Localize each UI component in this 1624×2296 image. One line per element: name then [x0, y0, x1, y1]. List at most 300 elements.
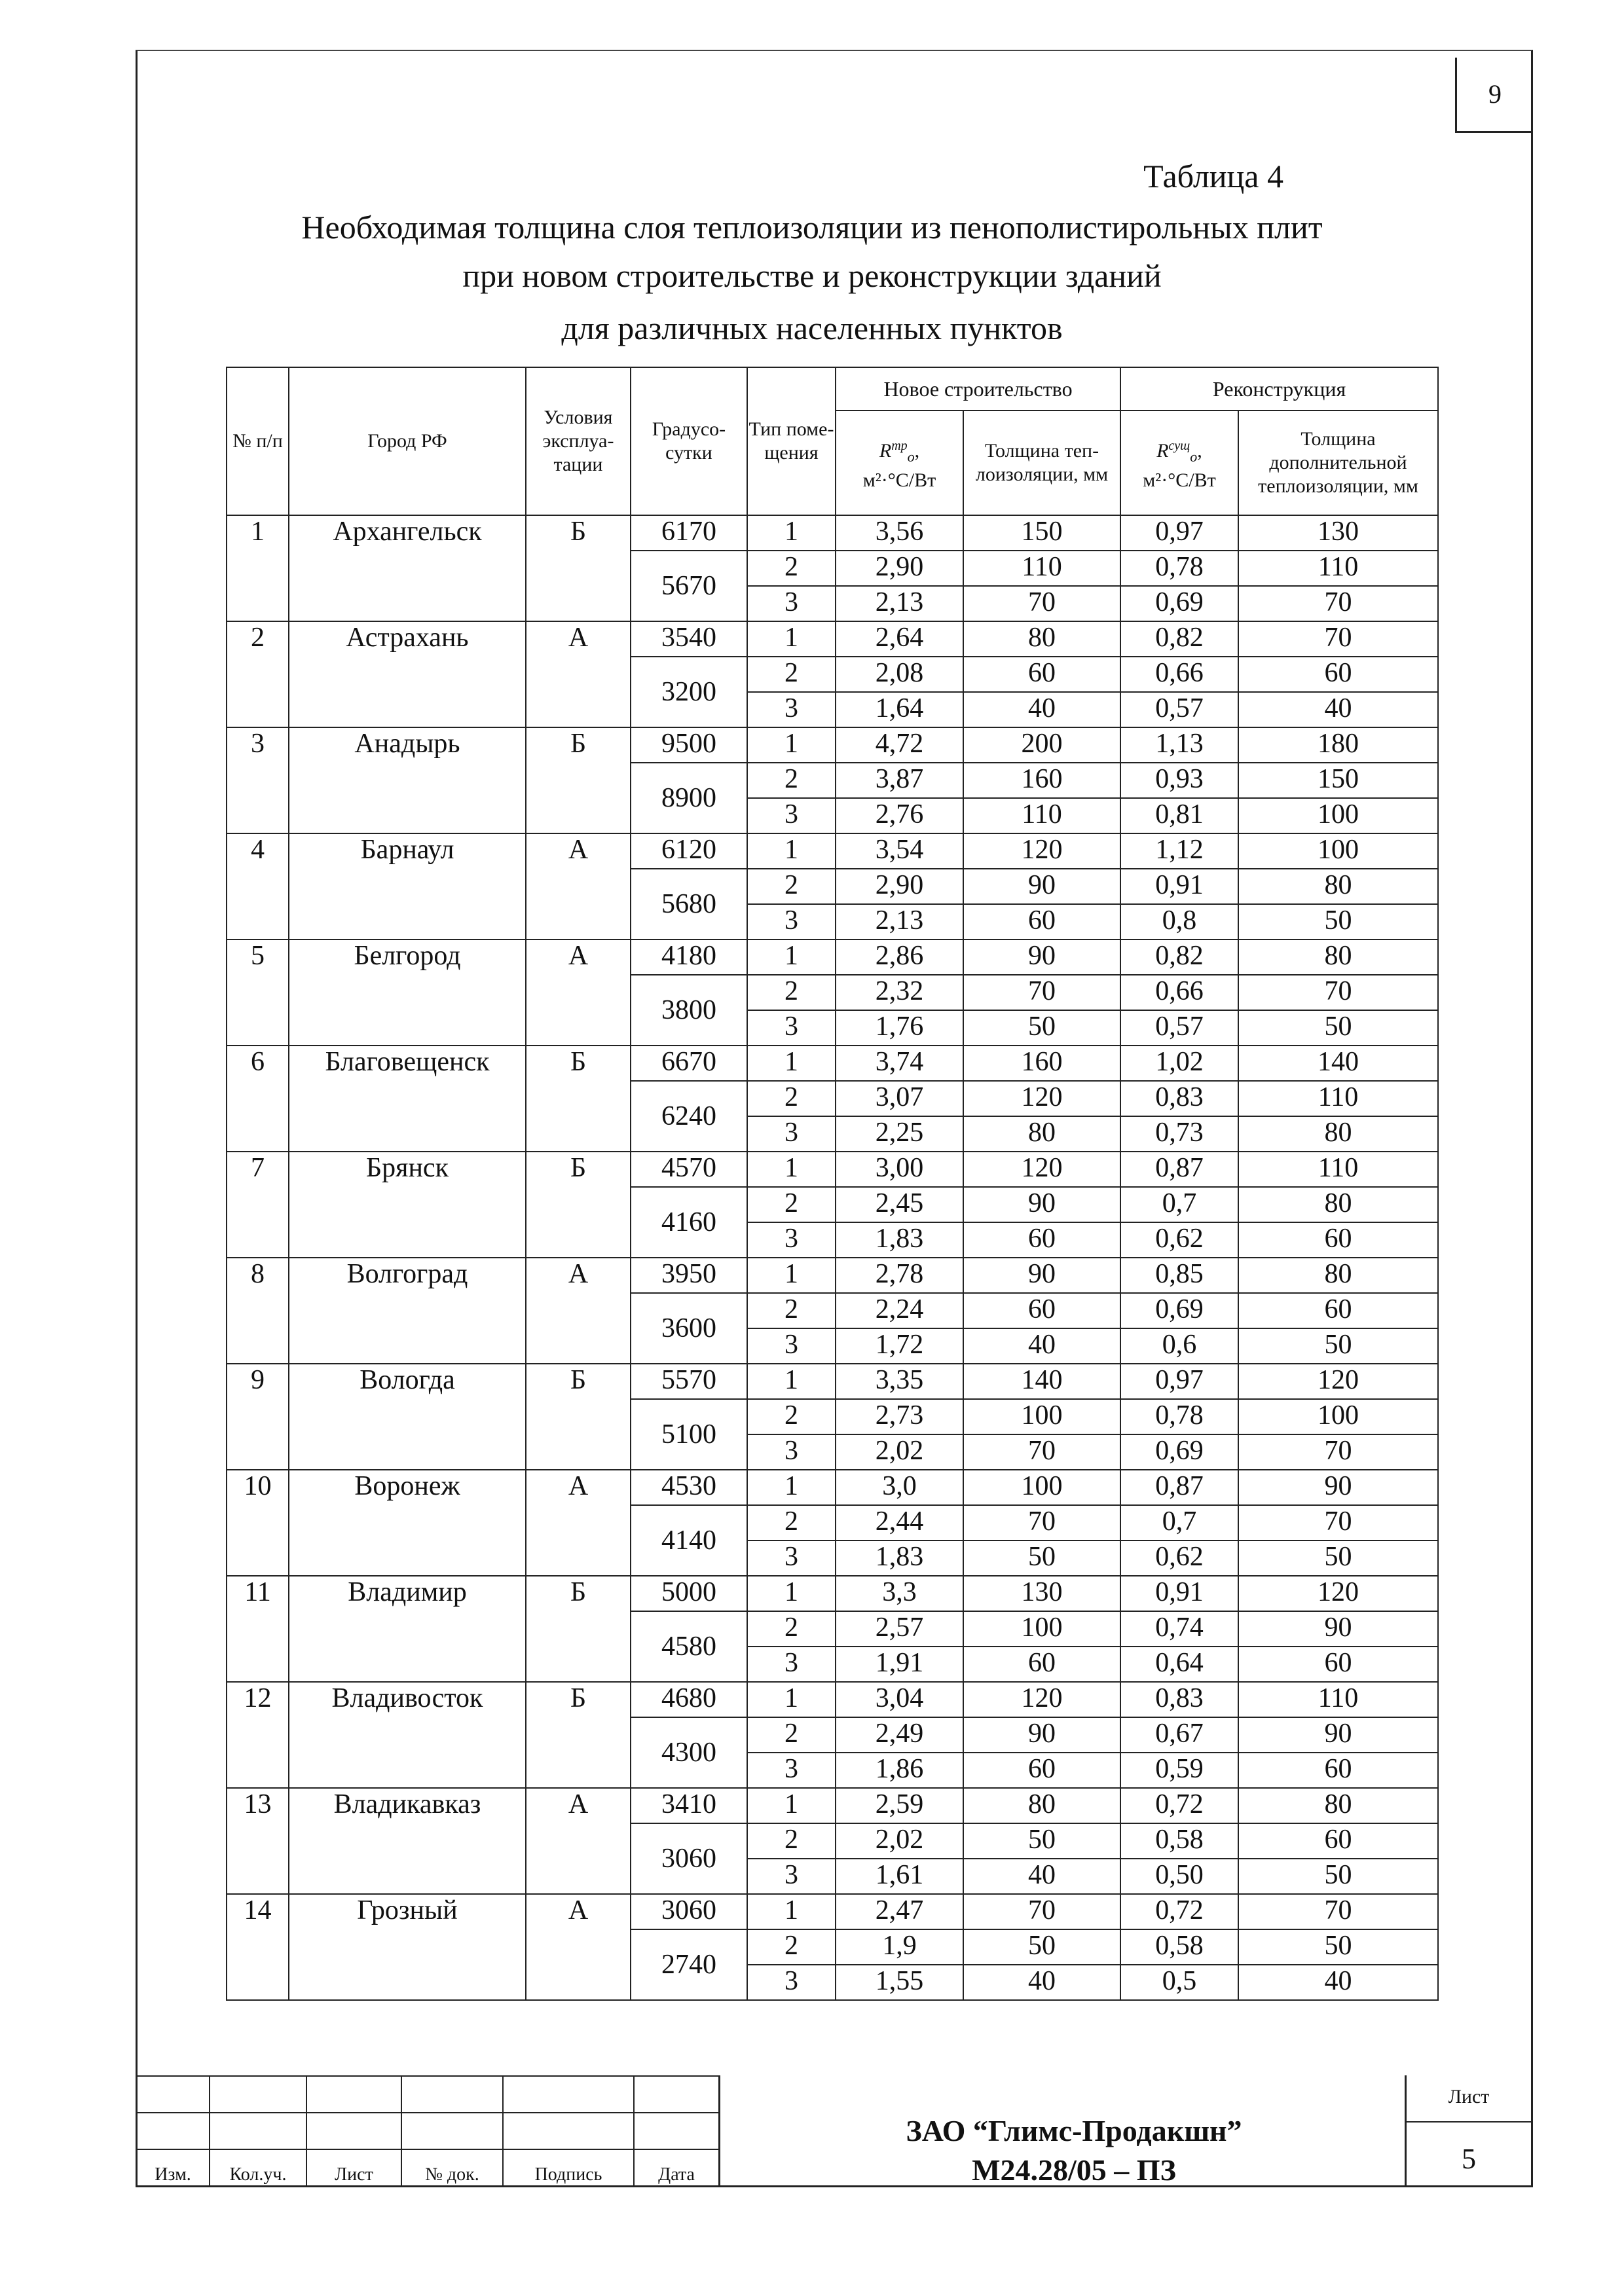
stamp-label-doc: № док.	[401, 2149, 503, 2186]
r-existing-unit: м²·°С/Вт	[1143, 469, 1216, 491]
room-type: 2	[747, 1505, 836, 1540]
room-type: 2	[747, 1293, 836, 1328]
header-thickness-new: Толщина теп-лоизоляции, мм	[963, 410, 1120, 515]
thickness-new-value: 70	[963, 975, 1120, 1010]
r-existing-value: 1,02	[1120, 1046, 1238, 1081]
r-existing-value: 0,97	[1120, 515, 1238, 551]
city-name: Барнаул	[289, 833, 526, 939]
degree-days: 3600	[631, 1293, 747, 1364]
degree-days: 4140	[631, 1505, 747, 1576]
room-type: 1	[747, 939, 836, 975]
thickness-additional-value: 70	[1238, 1505, 1438, 1540]
room-type: 2	[747, 657, 836, 692]
sheet-box	[1405, 2075, 1531, 2185]
r-required-value: 2,76	[836, 798, 963, 833]
table-row	[227, 1682, 1438, 1717]
thickness-new-value: 60	[963, 1647, 1120, 1682]
thickness-new-value: 70	[963, 1505, 1120, 1540]
stamp-label-count: Кол.уч.	[210, 2149, 306, 2186]
r-required-value: 3,56	[836, 515, 963, 551]
stamp-label-sheet: Лист	[306, 2149, 401, 2186]
degree-days: 3060	[631, 1894, 747, 1929]
thickness-new-value: 100	[963, 1611, 1120, 1647]
r-required-value: 3,74	[836, 1046, 963, 1081]
thickness-new-value: 70	[963, 1894, 1120, 1929]
thickness-additional-value: 80	[1238, 939, 1438, 975]
stamp-label-signature: Подпись	[503, 2149, 634, 2186]
r-existing-value: 0,6	[1120, 1328, 1238, 1364]
r-existing-value: 0,50	[1120, 1859, 1238, 1894]
thickness-additional-value: 70	[1238, 1894, 1438, 1929]
room-type: 2	[747, 1929, 836, 1965]
city-name: Брянск	[289, 1152, 526, 1258]
room-type: 1	[747, 1894, 836, 1929]
room-type: 3	[747, 586, 836, 621]
city-name: Волгоград	[289, 1258, 526, 1364]
degree-days: 5670	[631, 551, 747, 621]
table-row	[227, 1258, 1438, 1293]
thickness-new-value: 40	[963, 1328, 1120, 1364]
thickness-new-value: 100	[963, 1470, 1120, 1505]
room-type: 2	[747, 1823, 836, 1859]
table-row	[227, 1046, 1438, 1081]
degree-days: 8900	[631, 763, 747, 833]
city-name: Вологда	[289, 1364, 526, 1470]
thickness-additional-value: 100	[1238, 1399, 1438, 1434]
row-number: 13	[227, 1788, 289, 1894]
r-existing-value: 0,87	[1120, 1152, 1238, 1187]
degree-days: 4300	[631, 1717, 747, 1788]
thickness-new-value: 130	[963, 1576, 1120, 1611]
operating-conditions: А	[526, 833, 631, 939]
city-name: Владикавказ	[289, 1788, 526, 1894]
room-type: 3	[747, 798, 836, 833]
thickness-new-value: 80	[963, 1116, 1120, 1152]
degree-days: 3410	[631, 1788, 747, 1823]
room-type: 1	[747, 1364, 836, 1399]
r-required-value: 2,24	[836, 1293, 963, 1328]
organization-name: ЗАО “Глимс-Продакшн”	[906, 2114, 1242, 2147]
r-required-value: 1,9	[836, 1929, 963, 1965]
r-required-value: 3,00	[836, 1152, 963, 1187]
thickness-additional-value: 60	[1238, 657, 1438, 692]
header-room-type: Тип поме-щения	[747, 367, 836, 515]
r-required-value: 2,57	[836, 1611, 963, 1647]
degree-days: 3950	[631, 1258, 747, 1293]
room-type: 1	[747, 727, 836, 763]
r-existing-value: 0,7	[1120, 1505, 1238, 1540]
r-existing-value: 0,69	[1120, 1434, 1238, 1470]
room-type: 2	[747, 1187, 836, 1222]
degree-days: 4580	[631, 1611, 747, 1682]
thickness-new-value: 60	[963, 657, 1120, 692]
degree-days: 5100	[631, 1399, 747, 1470]
thickness-additional-value: 90	[1238, 1611, 1438, 1647]
thickness-new-value: 40	[963, 1859, 1120, 1894]
r-required-value: 1,61	[836, 1859, 963, 1894]
thickness-additional-value: 120	[1238, 1576, 1438, 1611]
thickness-new-value: 160	[963, 1046, 1120, 1081]
table-row	[227, 1788, 1438, 1823]
thickness-new-value: 90	[963, 1187, 1120, 1222]
degree-days: 4160	[631, 1187, 747, 1258]
thickness-additional-value: 140	[1238, 1046, 1438, 1081]
thickness-additional-value: 80	[1238, 1258, 1438, 1293]
sheet-number: 5	[1462, 2143, 1476, 2175]
r-existing-value: 0,72	[1120, 1894, 1238, 1929]
degree-days: 4530	[631, 1470, 747, 1505]
r-existing-value: 0,91	[1120, 1576, 1238, 1611]
operating-conditions: А	[526, 1788, 631, 1894]
r-existing-value: 0,74	[1120, 1611, 1238, 1647]
thickness-additional-value: 60	[1238, 1823, 1438, 1859]
r-required-value: 2,47	[836, 1894, 963, 1929]
room-type: 3	[747, 1647, 836, 1682]
thickness-additional-value: 40	[1238, 1965, 1438, 2000]
thickness-additional-value: 50	[1238, 1540, 1438, 1576]
r-required-value: 2,08	[836, 657, 963, 692]
operating-conditions: А	[526, 1470, 631, 1576]
stamp-label-date: Дата	[634, 2149, 719, 2186]
thickness-additional-value: 50	[1238, 904, 1438, 939]
thickness-additional-value: 110	[1238, 1682, 1438, 1717]
r-existing-value: 0,91	[1120, 869, 1238, 904]
degree-days: 5680	[631, 869, 747, 939]
thickness-additional-value: 80	[1238, 1116, 1438, 1152]
header-new-construction: Новое строительство	[836, 367, 1120, 410]
table-row	[227, 1576, 1438, 1611]
row-number: 9	[227, 1364, 289, 1470]
header-reconstruction: Реконструкция	[1120, 367, 1438, 410]
r-existing-value: 0,72	[1120, 1788, 1238, 1823]
thickness-additional-value: 150	[1238, 763, 1438, 798]
insulation-table	[226, 367, 1439, 2001]
room-type: 3	[747, 1116, 836, 1152]
degree-days: 6670	[631, 1046, 747, 1081]
thickness-additional-value: 90	[1238, 1717, 1438, 1753]
operating-conditions: А	[526, 939, 631, 1046]
r-required-unit: м²·°С/Вт	[862, 469, 936, 491]
r-required-value: 1,83	[836, 1540, 963, 1576]
r-existing-value: 0,69	[1120, 586, 1238, 621]
row-number: 4	[227, 833, 289, 939]
r-required-sup: тр	[891, 438, 908, 453]
thickness-new-value: 40	[963, 692, 1120, 727]
thickness-new-value: 50	[963, 1823, 1120, 1859]
r-required-value: 1,86	[836, 1753, 963, 1788]
thickness-additional-value: 70	[1238, 621, 1438, 657]
r-existing-value: 0,83	[1120, 1682, 1238, 1717]
row-number: 5	[227, 939, 289, 1046]
thickness-new-value: 100	[963, 1399, 1120, 1434]
thickness-additional-value: 60	[1238, 1647, 1438, 1682]
thickness-additional-value: 180	[1238, 727, 1438, 763]
table-row	[227, 1152, 1438, 1187]
table-row	[227, 1470, 1438, 1505]
room-type: 1	[747, 833, 836, 869]
thickness-additional-value: 40	[1238, 692, 1438, 727]
room-type: 2	[747, 551, 836, 586]
thickness-additional-value: 80	[1238, 1187, 1438, 1222]
r-required-sub: o	[907, 448, 915, 465]
title-line-3: для различных населенных пунктов	[561, 310, 1063, 346]
thickness-new-value: 40	[963, 1965, 1120, 2000]
table-row	[227, 833, 1438, 869]
r-existing-sub: o	[1190, 448, 1198, 465]
room-type: 2	[747, 1081, 836, 1116]
header-city: Город РФ	[289, 367, 526, 515]
title-line-2: при новом строительстве и реконструкции зданий	[462, 257, 1162, 294]
room-type: 1	[747, 1576, 836, 1611]
r-existing-value: 1,13	[1120, 727, 1238, 763]
sheet-label: Лист	[1448, 2086, 1490, 2107]
r-existing-value: 0,87	[1120, 1470, 1238, 1505]
thickness-additional-value: 60	[1238, 1753, 1438, 1788]
thickness-additional-value: 60	[1238, 1222, 1438, 1258]
room-type: 3	[747, 1859, 836, 1894]
r-required-value: 3,0	[836, 1470, 963, 1505]
r-existing-value: 0,97	[1120, 1364, 1238, 1399]
row-number: 2	[227, 621, 289, 727]
thickness-new-value: 80	[963, 621, 1120, 657]
room-type: 2	[747, 1399, 836, 1434]
r-existing-value: 0,64	[1120, 1647, 1238, 1682]
city-name: Владимир	[289, 1576, 526, 1682]
thickness-additional-value: 80	[1238, 869, 1438, 904]
row-number: 3	[227, 727, 289, 833]
r-existing-value: 0,7	[1120, 1187, 1238, 1222]
operating-conditions: Б	[526, 515, 631, 621]
r-existing-value: 0,78	[1120, 551, 1238, 586]
r-required-value: 3,87	[836, 763, 963, 798]
thickness-additional-value: 120	[1238, 1364, 1438, 1399]
table-row	[227, 515, 1438, 551]
r-existing-value: 0,67	[1120, 1717, 1238, 1753]
r-existing-value: 0,59	[1120, 1753, 1238, 1788]
room-type: 3	[747, 1222, 836, 1258]
degree-days: 6170	[631, 515, 747, 551]
row-number: 8	[227, 1258, 289, 1364]
thickness-new-value: 120	[963, 833, 1120, 869]
degree-days: 4180	[631, 939, 747, 975]
room-type: 2	[747, 763, 836, 798]
thickness-new-value: 120	[963, 1682, 1120, 1717]
r-existing-value: 0,69	[1120, 1293, 1238, 1328]
table-body	[227, 515, 1438, 2000]
row-number: 7	[227, 1152, 289, 1258]
r-required-value: 1,76	[836, 1010, 963, 1046]
table-row	[227, 1894, 1438, 1929]
table-row	[227, 727, 1438, 763]
thickness-additional-value: 50	[1238, 1328, 1438, 1364]
r-required-value: 1,83	[836, 1222, 963, 1258]
city-name: Грозный	[289, 1894, 526, 2000]
thickness-additional-value: 50	[1238, 1010, 1438, 1046]
r-required-value: 2,25	[836, 1116, 963, 1152]
revision-grid	[136, 2075, 720, 2187]
thickness-additional-value: 130	[1238, 515, 1438, 551]
operating-conditions: Б	[526, 1682, 631, 1788]
thickness-additional-value: 50	[1238, 1929, 1438, 1965]
r-existing-value: 0,85	[1120, 1258, 1238, 1293]
r-required-value: 2,86	[836, 939, 963, 975]
r-existing-value: 0,81	[1120, 798, 1238, 833]
r-required-value: 2,59	[836, 1788, 963, 1823]
thickness-new-value: 60	[963, 904, 1120, 939]
thickness-additional-value: 80	[1238, 1788, 1438, 1823]
degree-days: 3800	[631, 975, 747, 1046]
r-existing-value: 0,58	[1120, 1929, 1238, 1965]
r-existing-value: 0,8	[1120, 904, 1238, 939]
thickness-additional-value: 50	[1238, 1859, 1438, 1894]
r-required-value: 2,02	[836, 1434, 963, 1470]
thickness-new-value: 90	[963, 939, 1120, 975]
thickness-additional-value: 60	[1238, 1293, 1438, 1328]
page-number: 9	[1455, 58, 1533, 133]
operating-conditions: Б	[526, 1046, 631, 1152]
thickness-additional-value: 90	[1238, 1470, 1438, 1505]
room-type: 2	[747, 1611, 836, 1647]
table-row	[227, 939, 1438, 975]
degree-days: 6120	[631, 833, 747, 869]
r-existing-value: 0,66	[1120, 975, 1238, 1010]
header-degree-days: Градусо-сутки	[631, 367, 747, 515]
header-thickness-additional: Толщина дополнительной теплоизоляции, мм	[1238, 410, 1438, 515]
operating-conditions: А	[526, 1258, 631, 1364]
r-existing-value: 0,93	[1120, 763, 1238, 798]
table-caption: Таблица 4	[1143, 158, 1283, 194]
room-type: 3	[747, 1434, 836, 1470]
operating-conditions: Б	[526, 1576, 631, 1682]
thickness-new-value: 140	[963, 1364, 1120, 1399]
thickness-additional-value: 70	[1238, 975, 1438, 1010]
city-name: Благовещенск	[289, 1046, 526, 1152]
thickness-new-value: 150	[963, 515, 1120, 551]
degree-days: 3540	[631, 621, 747, 657]
r-required-value: 3,3	[836, 1576, 963, 1611]
city-name: Воронеж	[289, 1470, 526, 1576]
title-line-1: Необходимая толщина слоя теплоизоляции из пенополистирольных плит	[301, 209, 1323, 246]
header-conditions: Условия эксплуа-тации	[526, 367, 631, 515]
r-required-value: 2,02	[836, 1823, 963, 1859]
city-name: Белгород	[289, 939, 526, 1046]
title-block	[136, 2075, 1533, 2185]
r-required-value: 2,90	[836, 869, 963, 904]
thickness-new-value: 70	[963, 1434, 1120, 1470]
room-type: 1	[747, 1152, 836, 1187]
thickness-new-value: 70	[963, 586, 1120, 621]
room-type: 3	[747, 1010, 836, 1046]
thickness-new-value: 90	[963, 1258, 1120, 1293]
city-name: Анадырь	[289, 727, 526, 833]
r-required-value: 2,32	[836, 975, 963, 1010]
thickness-new-value: 60	[963, 1293, 1120, 1328]
r-existing-value: 0,5	[1120, 1965, 1238, 2000]
r-required-value: 3,35	[836, 1364, 963, 1399]
r-existing-value: 0,57	[1120, 1010, 1238, 1046]
r-symbol: R	[1156, 439, 1169, 462]
thickness-new-value: 160	[963, 763, 1120, 798]
operating-conditions: Б	[526, 1152, 631, 1258]
r-required-value: 4,72	[836, 727, 963, 763]
room-type: 3	[747, 1328, 836, 1364]
r-required-value: 3,54	[836, 833, 963, 869]
degree-days: 9500	[631, 727, 747, 763]
thickness-new-value: 120	[963, 1081, 1120, 1116]
degree-days: 3200	[631, 657, 747, 727]
degree-days: 2740	[631, 1929, 747, 2000]
r-existing-sup: сущ	[1168, 438, 1190, 453]
r-existing-value: 0,83	[1120, 1081, 1238, 1116]
city-name: Архангельск	[289, 515, 526, 621]
room-type: 1	[747, 515, 836, 551]
operating-conditions: Б	[526, 1364, 631, 1470]
degree-days: 3060	[631, 1823, 747, 1894]
thickness-new-value: 50	[963, 1540, 1120, 1576]
city-name: Астрахань	[289, 621, 526, 727]
degree-days: 4570	[631, 1152, 747, 1187]
r-required-value: 2,78	[836, 1258, 963, 1293]
room-type: 1	[747, 1046, 836, 1081]
thickness-new-value: 110	[963, 798, 1120, 833]
r-symbol: R	[879, 439, 892, 462]
r-required-value: 1,91	[836, 1647, 963, 1682]
thickness-new-value: 50	[963, 1929, 1120, 1965]
room-type: 3	[747, 692, 836, 727]
room-type: 1	[747, 1258, 836, 1293]
city-name: Владивосток	[289, 1682, 526, 1788]
room-type: 2	[747, 869, 836, 904]
r-required-value: 2,13	[836, 586, 963, 621]
operating-conditions: А	[526, 1894, 631, 2000]
room-type: 1	[747, 1470, 836, 1505]
room-type: 3	[747, 904, 836, 939]
thickness-new-value: 80	[963, 1788, 1120, 1823]
thickness-new-value: 90	[963, 1717, 1120, 1753]
r-required-value: 3,04	[836, 1682, 963, 1717]
thickness-new-value: 50	[963, 1010, 1120, 1046]
r-required-value: 2,90	[836, 551, 963, 586]
degree-days: 5570	[631, 1364, 747, 1399]
r-existing-value: 0,82	[1120, 621, 1238, 657]
degree-days: 6240	[631, 1081, 747, 1152]
thickness-additional-value: 70	[1238, 1434, 1438, 1470]
row-number: 11	[227, 1576, 289, 1682]
r-required-value: 2,13	[836, 904, 963, 939]
thickness-additional-value: 100	[1238, 798, 1438, 833]
operating-conditions: Б	[526, 727, 631, 833]
room-type: 3	[747, 1753, 836, 1788]
thickness-new-value: 120	[963, 1152, 1120, 1187]
room-type: 3	[747, 1965, 836, 2000]
header-r-required: $R^{тр}_o$, м²·°С/Вт	[836, 410, 963, 515]
row-number: 12	[227, 1682, 289, 1788]
r-required-value: 2,73	[836, 1399, 963, 1434]
row-number: 10	[227, 1470, 289, 1576]
r-existing-value: 0,57	[1120, 692, 1238, 727]
r-existing-value: 1,12	[1120, 833, 1238, 869]
r-required-value: 1,55	[836, 1965, 963, 2000]
room-type: 3	[747, 1540, 836, 1576]
thickness-new-value: 90	[963, 869, 1120, 904]
thickness-new-value: 200	[963, 727, 1120, 763]
r-required-value: 2,44	[836, 1505, 963, 1540]
room-type: 1	[747, 1788, 836, 1823]
thickness-additional-value: 100	[1238, 833, 1438, 869]
r-existing-value: 0,73	[1120, 1116, 1238, 1152]
r-existing-value: 0,82	[1120, 939, 1238, 975]
r-required-value: 1,64	[836, 692, 963, 727]
